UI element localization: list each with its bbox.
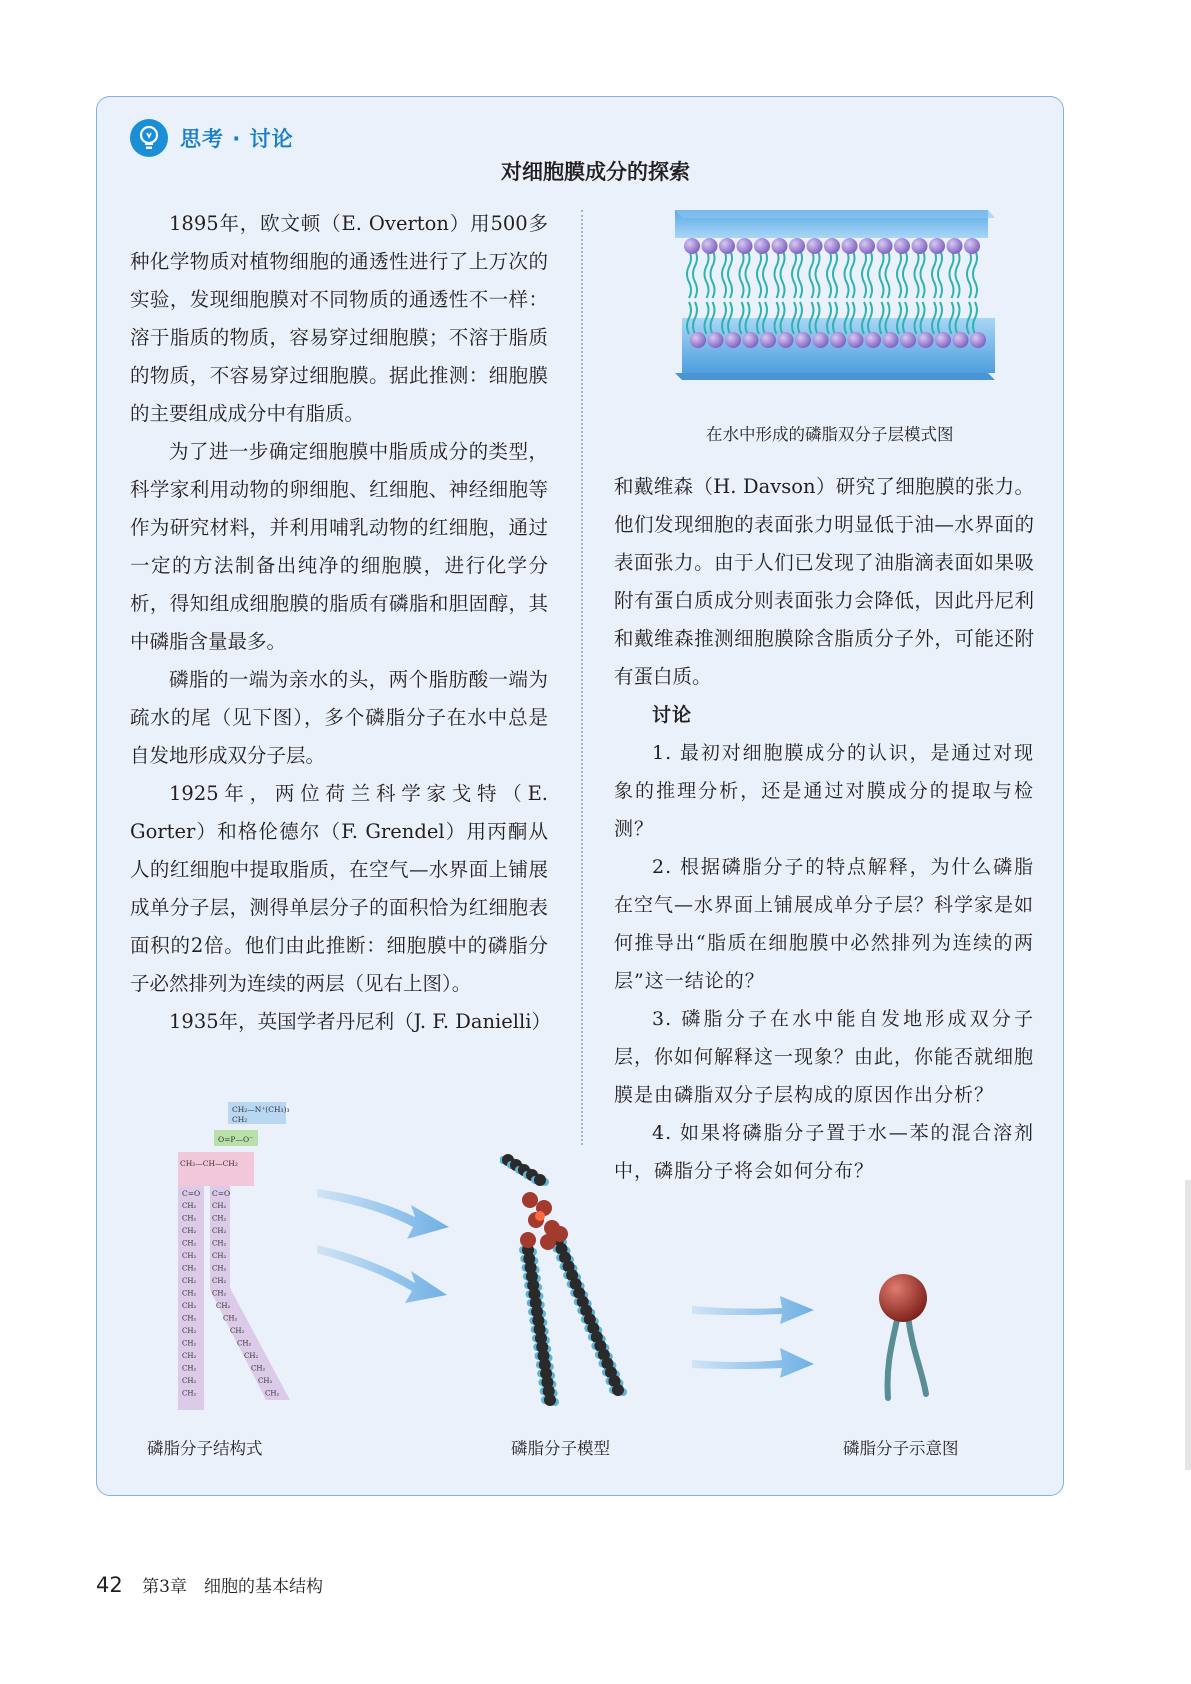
formula-glycerol-text: CH₂—CH—CH₂ <box>180 1159 238 1168</box>
molecule-model-figure <box>500 1150 650 1410</box>
svg-text:CH₂: CH₂ <box>212 1214 227 1223</box>
svg-text:CH₂: CH₂ <box>182 1252 197 1260</box>
svg-text:CH₂: CH₂ <box>265 1389 280 1398</box>
discussion-heading: 讨论 <box>652 704 693 726</box>
svg-text:CH₂: CH₂ <box>244 1352 259 1360</box>
svg-text:CH₂: CH₂ <box>212 1239 227 1248</box>
question-item: 4. 如果将磷脂分子置于水—苯的混合溶剂中，磷脂分子将会如何分布？ <box>614 1122 1034 1182</box>
svg-text:CH₂: CH₂ <box>182 1364 197 1373</box>
model-caption: 磷脂分子模型 <box>511 1439 610 1458</box>
svg-text:CH₂: CH₂ <box>182 1389 197 1398</box>
bilayer-caption: 在水中形成的磷脂双分子层模式图 <box>706 425 954 444</box>
paragraph: 1925年，两位荷兰科学家戈特（E. Gorter）和格伦德尔（F. Grendel）用丙酮从人的红细胞中提取脂质，在空气—水界面上铺展成单分子层，测得单层分子的面积恰为红细胞表面积的2倍。他们由此推断：细胞膜中的磷脂分子必然排列为连续的两层（见右上图）。 <box>130 782 548 995</box>
svg-text:CH₂: CH₂ <box>237 1339 252 1348</box>
svg-text:CH₂: CH₂ <box>216 1302 231 1310</box>
svg-text:CH₂: CH₂ <box>182 1339 197 1348</box>
svg-text:CH₂: CH₂ <box>182 1302 197 1310</box>
page-footer <box>96 1572 323 1597</box>
formula-phosphate-text: O=P—O⁻ <box>218 1135 254 1144</box>
svg-text:CH₂: CH₂ <box>182 1377 197 1385</box>
paragraph: 1935年，英国学者丹尼利（J. F. Danielli） <box>169 1010 552 1033</box>
right-column-continuation <box>614 468 1034 696</box>
section-title: 思考 · 讨论 <box>180 127 294 151</box>
schematic-figure <box>860 1270 950 1410</box>
svg-text:CH₂: CH₂ <box>212 1227 227 1235</box>
arrow-icon <box>690 1290 820 1390</box>
side-tab <box>1185 1180 1191 1470</box>
svg-text:CH₂: CH₂ <box>212 1202 227 1210</box>
column-divider <box>581 210 583 1145</box>
paragraph: 为了进一步确定细胞膜中脂质成分的类型，科学家利用动物的卵细胞、红细胞、神经细胞等作为研究材料，并利用哺乳动物的红细胞，通过一定的方法制备出纯净的细胞膜，进行化学分析，得知组成细胞膜的脂质有磷脂和胆固醇，其中磷脂含量最多。 <box>130 440 548 653</box>
svg-text:CH₂: CH₂ <box>182 1239 197 1248</box>
formula-head-text: CH₂—N⁺(CH₃)₃ <box>232 1105 290 1114</box>
chapter-label: 第3章 细胞的基本结构 <box>142 1577 323 1597</box>
structural-formula-figure <box>170 1100 310 1415</box>
svg-text:CH₂: CH₂ <box>230 1327 245 1335</box>
svg-text:CH₂: CH₂ <box>182 1289 197 1298</box>
paragraph: 磷脂的一端为亲水的头，两个脂肪酸一端为疏水的尾（见下图），多个磷脂分子在水中总是自发地形成双分子层。 <box>130 668 548 767</box>
question-item: 2. 根据磷脂分子的特点解释，为什么磷脂在空气—水界面上铺展成单分子层？科学家是如何推导出“脂质在细胞膜中必然排列为连续的两层”这一结论的？ <box>614 856 1035 992</box>
svg-text:CH₂: CH₂ <box>212 1264 227 1273</box>
svg-text:CH₂: CH₂ <box>182 1327 197 1335</box>
svg-text:CH₂: CH₂ <box>182 1202 197 1210</box>
schematic-caption: 磷脂分子示意图 <box>843 1439 959 1458</box>
svg-text:CH₂: CH₂ <box>258 1377 273 1385</box>
svg-text:CH₂: CH₂ <box>182 1314 197 1323</box>
bilayer-figure <box>670 208 1000 408</box>
page-number: 42 <box>96 1573 123 1597</box>
svg-text:CH₂: CH₂ <box>212 1277 227 1285</box>
svg-text:CH₂: CH₂ <box>223 1314 238 1323</box>
svg-text:CH₂: CH₂ <box>182 1214 197 1223</box>
left-column <box>130 205 552 1041</box>
arrow-icon <box>315 1175 465 1315</box>
formula-ch2-text: CH₂ <box>232 1115 248 1124</box>
paragraph: 1895年，欧文顿（E. Overton）用500多种化学物质对植物细胞的通透性进行了上万次的实验，发现细胞膜对不同物质的通透性不一样：溶于脂质的物质，容易穿过细胞膜；不溶于脂质的物质，不容易穿过细胞膜。据此推测：细胞膜的主要组成成分中有脂质。 <box>130 212 548 425</box>
question-item: 3. 磷脂分子在水中能自发地形成双分子层，你如何解释这一现象？由此，你能否就细胞膜是由磷脂双分子层构成的原因作出分析？ <box>614 1008 1035 1106</box>
paragraph: 和戴维森（H. Davson）研究了细胞膜的张力。他们发现细胞的表面张力明显低于油—水界面的表面张力。由于人们已发现了油脂滴表面如果吸附有蛋白质成分则表面张力会降低，因此丹尼利和戴维森推测细胞膜除含脂质分子外，可能还附有蛋白质。 <box>614 475 1034 688</box>
question-item: 1. 最初对细胞膜成分的认识，是通过对现象的推理分析，还是通过对膜成分的提取与检测？ <box>614 742 1034 840</box>
topic-title: 对细胞膜成分的探索 <box>501 160 690 184</box>
svg-text:CH₂: CH₂ <box>182 1227 197 1235</box>
svg-text:CH₂: CH₂ <box>251 1364 266 1373</box>
svg-text:CH₂: CH₂ <box>182 1277 197 1285</box>
formula-carbonyl-text: C=O <box>182 1189 201 1198</box>
discussion-questions <box>614 696 1034 1190</box>
lightbulb-icon <box>130 119 168 157</box>
svg-text:CH₂: CH₂ <box>182 1264 197 1273</box>
formula-carbonyl-text: C=O <box>212 1189 231 1198</box>
svg-text:CH₂: CH₂ <box>212 1252 227 1260</box>
svg-text:CH₂: CH₂ <box>182 1352 197 1360</box>
section-header <box>130 118 294 158</box>
structure-caption: 磷脂分子结构式 <box>147 1439 263 1458</box>
svg-text:CH₂: CH₂ <box>212 1289 227 1298</box>
